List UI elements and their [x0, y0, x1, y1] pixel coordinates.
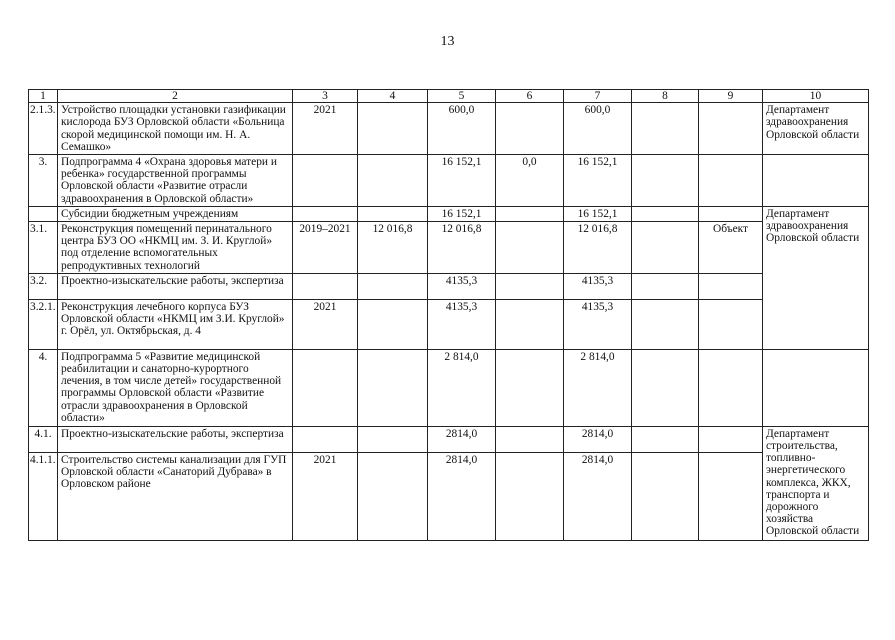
responsible-cell: Департамент строительства, топливно-энергетического комплекса, ЖКХ, транспорта и дорожного хозяйства Орловской области — [763, 426, 869, 540]
header-cell: 5 — [428, 90, 496, 103]
value-cell — [632, 103, 699, 155]
responsible-cell: Департамент здравоохранения Орловской области — [763, 206, 869, 349]
value-cell — [496, 349, 564, 426]
indicator-cell — [699, 426, 763, 452]
row-number: 3. — [29, 155, 58, 207]
header-cell: 3 — [293, 90, 358, 103]
table-row — [29, 273, 869, 299]
value-cell: 2814,0 — [564, 426, 632, 452]
value-cell: 12 016,8 — [428, 222, 496, 274]
value-cell — [358, 299, 428, 349]
table-row — [29, 452, 869, 540]
header-cell: 9 — [699, 90, 763, 103]
item-name: Строительство системы канализации для ГУП Орловской области «Санаторий Дубрава» в Орловском районе — [58, 452, 293, 540]
item-name: Реконструкция лечебного корпуса БУЗ Орловской области «НКМЦ им З.И. Круглой» г. Орёл, ул. Октябрьская, д. 4 — [58, 299, 293, 349]
item-name: Устройство площадки установки газификации кислорода БУЗ Орловской области «Больница скорой медицинской помощи им. Н. А. Семашко» — [58, 103, 293, 155]
value-cell — [496, 206, 564, 221]
row-number: 3.2.1. — [29, 299, 58, 349]
value-cell: 16 152,1 — [428, 206, 496, 221]
indicator-cell — [699, 299, 763, 349]
table-row — [29, 299, 869, 349]
value-cell — [358, 426, 428, 452]
value-cell: 4135,3 — [564, 273, 632, 299]
header-row — [29, 90, 869, 103]
period-cell — [293, 155, 358, 207]
value-cell — [632, 222, 699, 274]
value-cell: 16 152,1 — [428, 155, 496, 207]
period-cell: 2019–2021 — [293, 222, 358, 274]
responsible-cell — [763, 155, 869, 207]
value-cell: 4135,3 — [428, 273, 496, 299]
row-number: 3.2. — [29, 273, 58, 299]
header-cell: 10 — [763, 90, 869, 103]
table-row — [29, 206, 869, 221]
item-name: Проектно-изыскательские работы, экспертиза — [58, 426, 293, 452]
row-number: 4. — [29, 349, 58, 426]
indicator-cell — [699, 273, 763, 299]
row-number: 2.1.3. — [29, 103, 58, 155]
value-cell — [358, 155, 428, 207]
header-cell: 7 — [564, 90, 632, 103]
indicator-cell — [699, 349, 763, 426]
period-cell: 2021 — [293, 299, 358, 349]
value-cell — [632, 349, 699, 426]
row-number: 4.1. — [29, 426, 58, 452]
program-table — [28, 89, 869, 541]
value-cell: 0,0 — [496, 155, 564, 207]
table-row — [29, 155, 869, 207]
row-number: 4.1.1. — [29, 452, 58, 540]
value-cell — [496, 299, 564, 349]
item-name: Субсидии бюджетным учреждениям — [58, 206, 293, 221]
indicator-cell — [699, 155, 763, 207]
period-cell — [293, 206, 358, 221]
value-cell: 600,0 — [428, 103, 496, 155]
table-row — [29, 103, 869, 155]
header-cell: 1 — [29, 90, 58, 103]
value-cell — [358, 273, 428, 299]
value-cell — [496, 273, 564, 299]
item-name: Реконструкция помещений перинатального центра БУЗ ОО «НКМЦ им. З. И. Круглой» под отделение вспомогательных репродуктивных технологий — [58, 222, 293, 274]
value-cell — [358, 103, 428, 155]
value-cell — [496, 103, 564, 155]
table-row — [29, 426, 869, 452]
value-cell — [496, 426, 564, 452]
table-row — [29, 349, 869, 426]
indicator-cell — [699, 103, 763, 155]
table-row — [29, 222, 869, 274]
item-name: Подпрограмма 5 «Развитие медицинской реабилитации и санаторно-курортного лечения, в том числе детей» государственной программы Орловской области «Развитие отрасли здравоохранения в Орловской области» — [58, 349, 293, 426]
indicator-cell: Объект — [699, 222, 763, 274]
value-cell: 2814,0 — [428, 426, 496, 452]
value-cell — [632, 206, 699, 221]
value-cell: 2814,0 — [428, 452, 496, 540]
value-cell — [632, 155, 699, 207]
value-cell: 2 814,0 — [428, 349, 496, 426]
indicator-cell — [699, 452, 763, 540]
value-cell: 12 016,8 — [564, 222, 632, 274]
value-cell — [358, 206, 428, 221]
row-number — [29, 206, 58, 221]
value-cell — [632, 426, 699, 452]
value-cell: 2 814,0 — [564, 349, 632, 426]
value-cell — [358, 349, 428, 426]
period-cell — [293, 273, 358, 299]
value-cell — [358, 452, 428, 540]
responsible-cell — [763, 349, 869, 426]
header-cell: 6 — [496, 90, 564, 103]
value-cell: 12 016,8 — [358, 222, 428, 274]
row-number: 3.1. — [29, 222, 58, 274]
value-cell: 16 152,1 — [564, 206, 632, 221]
value-cell: 4135,3 — [564, 299, 632, 349]
value-cell — [632, 299, 699, 349]
item-name: Подпрограмма 4 «Охрана здоровья матери и ребенка» государственной программы Орловской области «Развитие отрасли здравоохранения в Орловской области» — [58, 155, 293, 207]
value-cell — [496, 452, 564, 540]
period-cell — [293, 349, 358, 426]
value-cell — [496, 222, 564, 274]
value-cell — [632, 273, 699, 299]
value-cell: 2814,0 — [564, 452, 632, 540]
header-cell: 2 — [58, 90, 293, 103]
value-cell — [632, 452, 699, 540]
value-cell: 16 152,1 — [564, 155, 632, 207]
period-cell: 2021 — [293, 452, 358, 540]
indicator-cell — [699, 206, 763, 221]
header-cell: 4 — [358, 90, 428, 103]
page-number: 13 — [440, 34, 455, 49]
item-name: Проектно-изыскательские работы, экспертиза — [58, 273, 293, 299]
value-cell: 600,0 — [564, 103, 632, 155]
responsible-cell: Департамент здравоохранения Орловской области — [763, 103, 869, 155]
period-cell: 2021 — [293, 103, 358, 155]
period-cell — [293, 426, 358, 452]
header-cell: 8 — [632, 90, 699, 103]
value-cell: 4135,3 — [428, 299, 496, 349]
